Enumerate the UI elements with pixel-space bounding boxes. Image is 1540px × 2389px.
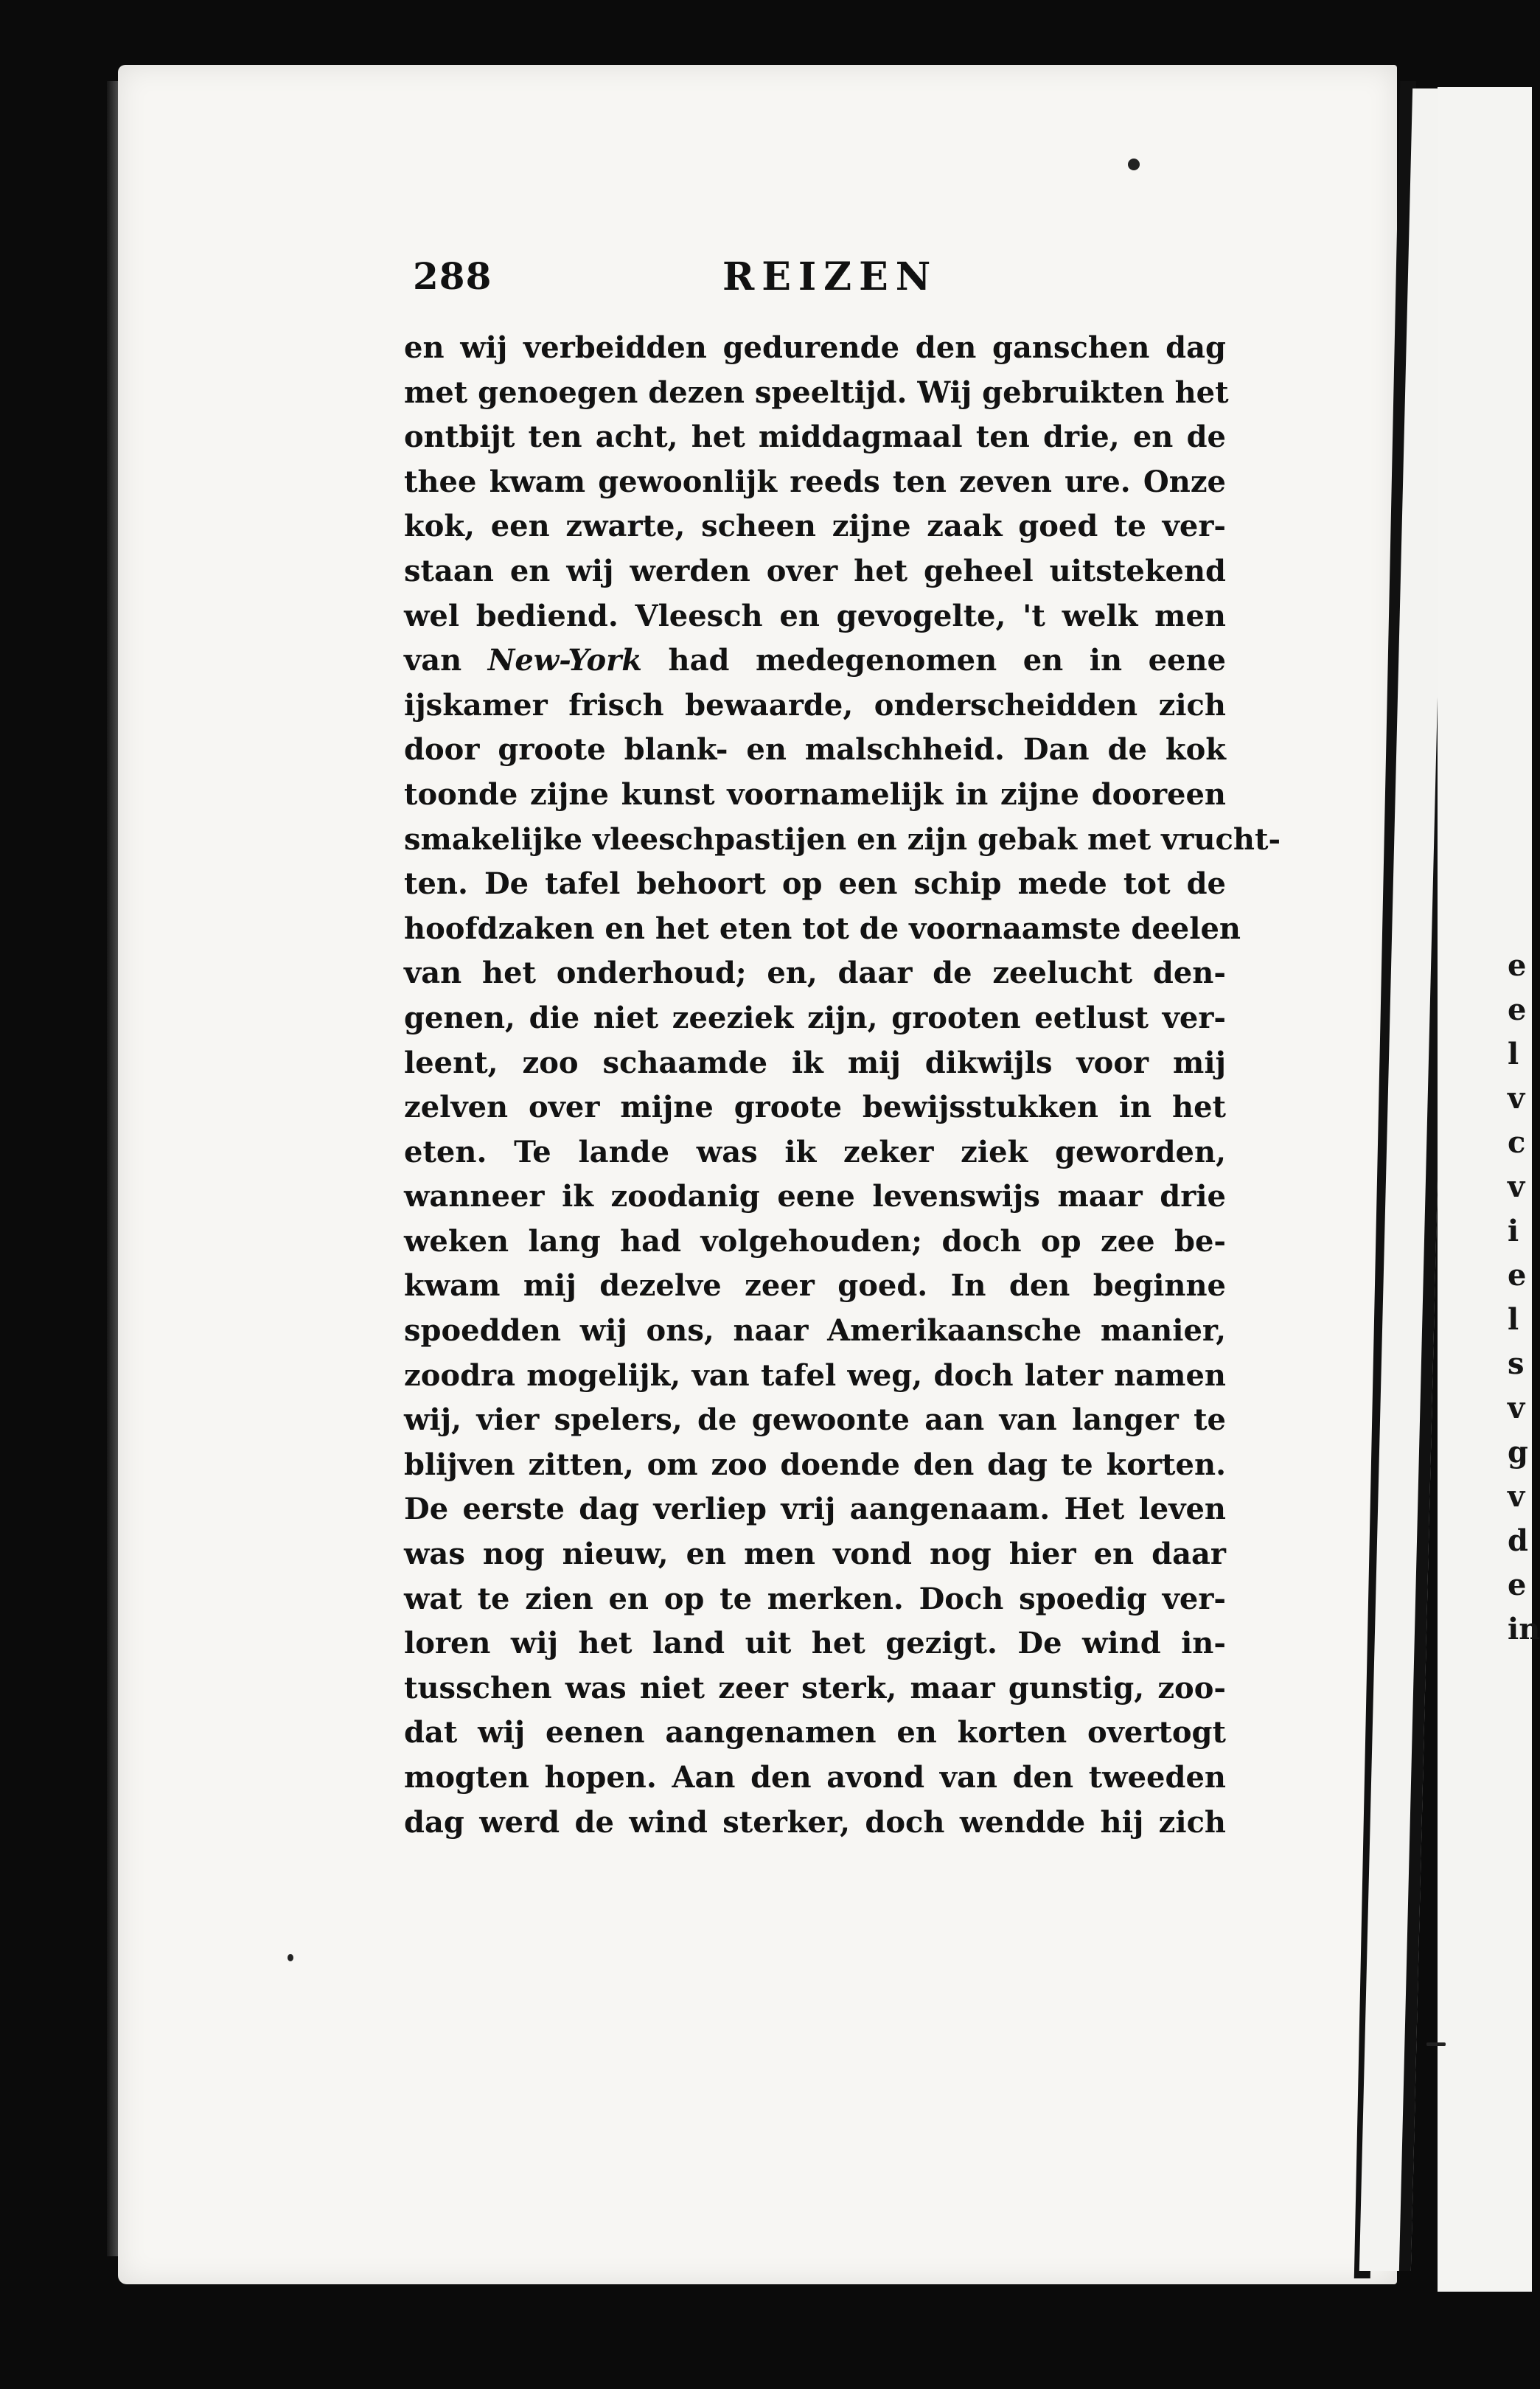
text-line: ten. De tafel behoort op een schip mede tot de — [404, 866, 1226, 902]
text-line: mogten hopen. Aan den avond van den tweeden — [404, 1760, 1226, 1795]
text-line: genen, die niet zeeziek zijn, grooten eetlust ver- — [404, 1000, 1226, 1035]
text-line: weken lang had volgehouden; doch op zee be- — [404, 1223, 1226, 1259]
facing-page-letter: e — [1508, 948, 1527, 983]
text-line: leent, zoo schaamde ik mij dikwijls voor mij — [404, 1045, 1226, 1080]
facing-page-letter: s — [1508, 1346, 1525, 1381]
text-line: staan en wij werden over het geheel uitstekend — [404, 553, 1226, 588]
text-line: zoodra mogelijk, van tafel weg, doch later namen — [404, 1357, 1226, 1393]
text-line: van New-York had medegenomen en in eene — [404, 643, 1226, 678]
text-line: blijven zitten, om zoo doende den dag te korten. — [404, 1447, 1226, 1482]
text-line: kok, een zwarte, scheen zijne zaak goed te ver- — [404, 509, 1226, 544]
text-line: ijskamer frisch bewaarde, onderscheidden zich — [404, 687, 1226, 723]
text-line: met genoegen dezen speeltijd. Wij gebruikten het — [404, 375, 1229, 410]
page-number: 288 — [413, 254, 492, 298]
text-line: door groote blank- en malschheid. Dan de kok — [404, 732, 1226, 768]
facing-page-letter: v — [1508, 1169, 1525, 1204]
facing-page-letter: g — [1508, 1435, 1528, 1470]
text-line: was nog nieuw, en men vond nog hier en daar — [404, 1537, 1226, 1572]
facing-page-letter: d — [1508, 1523, 1528, 1558]
facing-page-letter: v — [1508, 1479, 1525, 1514]
facing-page-letter: i — [1508, 1214, 1519, 1248]
text-line: en wij verbeidden gedurende den ganschen dag — [404, 330, 1226, 365]
text-line: thee kwam gewoonlijk reeds ten zeven ure. Onze — [404, 464, 1226, 499]
running-title: REIZEN — [722, 254, 938, 299]
text-line: toonde zijne kunst voornamelijk in zijne dooreen — [404, 776, 1226, 812]
text-line: wel bediend. Vleesch en gevogelte, 't welk men — [404, 598, 1226, 633]
facing-page-letter: c — [1508, 1125, 1526, 1160]
text-line: kwam mij dezelve zeer goed. In den beginne — [404, 1268, 1226, 1304]
facing-page-letter: e — [1508, 992, 1527, 1027]
text-line: wij, vier spelers, de gewoonte aan van langer te — [404, 1402, 1226, 1438]
body-text — [404, 326, 1281, 1845]
facing-page-letter: in — [1508, 1612, 1540, 1646]
ink-speck — [1128, 159, 1140, 170]
facing-page-letter: l — [1508, 1037, 1519, 1071]
text-line: dag werd de wind sterker, doch wendde hij zich — [404, 1804, 1226, 1840]
text-line: tusschen was niet zeer sterk, maar gunstig, zoo- — [404, 1670, 1226, 1705]
text-line: zelven over mijne groote bewijsstukken in het — [404, 1090, 1226, 1125]
text-line: eten. Te lande was ik zeker ziek geworden, — [404, 1134, 1226, 1169]
ink-speck — [288, 1954, 293, 1961]
ink-speck — [1426, 2042, 1446, 2046]
text-line: dat wij eenen aangenamen en korten overtogt — [404, 1715, 1226, 1750]
text-line: loren wij het land uit het gezigt. De wind in- — [404, 1626, 1226, 1661]
text-line: wanneer ik zoodanig eene levenswijs maar drie — [404, 1179, 1226, 1214]
text-line: De eerste dag verliep vrij aangenaam. Het leven — [404, 1492, 1226, 1527]
text-line: ontbijt ten acht, het middagmaal ten drie, en de — [404, 420, 1226, 455]
text-line: van het onderhoud; en, daar de zeelucht den- — [404, 956, 1226, 991]
text-line: spoedden wij ons, naar Amerikaansche manier, — [404, 1313, 1226, 1349]
text-line: wat te zien en op te merken. Doch spoedig ver- — [404, 1581, 1226, 1616]
text-line: hoofdzaken en het eten tot de voornaamste deelen — [404, 911, 1241, 946]
facing-page-letter: v — [1508, 1081, 1525, 1116]
facing-page-letters — [1508, 944, 1540, 1652]
facing-page-letter: l — [1508, 1302, 1519, 1337]
text-line: smakelijke vleeschpastijen en zijn gebak met vrucht- — [404, 821, 1281, 857]
facing-page-letter: e — [1508, 1568, 1527, 1602]
page-header — [413, 254, 1224, 306]
facing-page-letter: v — [1508, 1391, 1525, 1425]
facing-page-letter: e — [1508, 1258, 1527, 1293]
